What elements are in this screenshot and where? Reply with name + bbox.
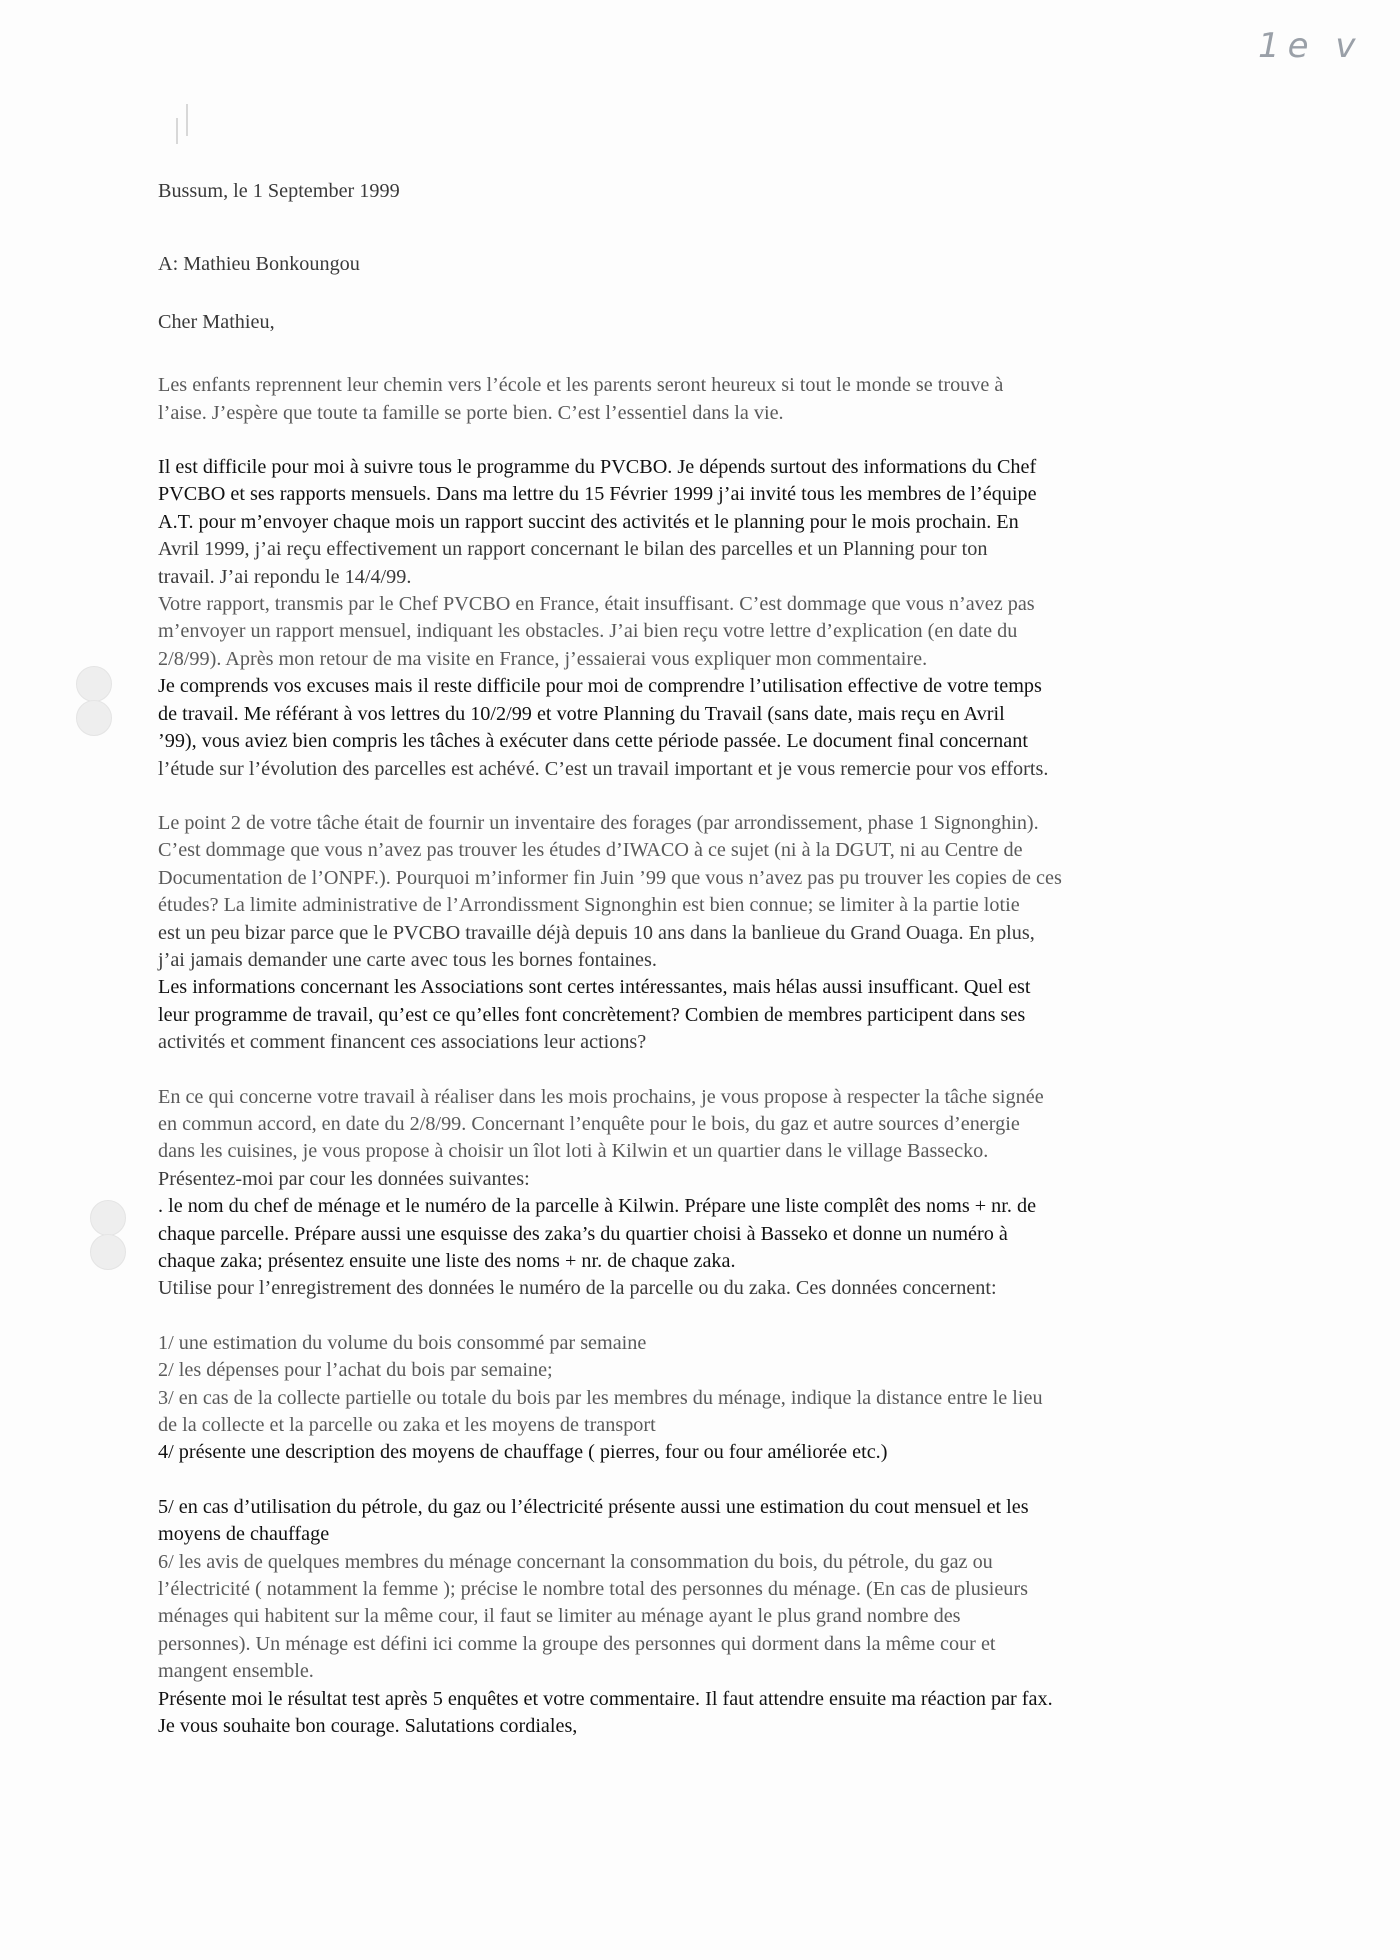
text-line: Présentez-moi par cour les données suivantes:: [158, 1167, 530, 1190]
letter-salutation: Cher Mathieu,: [158, 310, 275, 333]
paragraph-inventory: [158, 810, 1198, 1057]
letter-recipient: A: Mathieu Bonkoungou: [158, 253, 360, 276]
text-line: en commun accord, en date du 2/8/99. Concernant l’enquête pour le bois, du gaz et autre sources d’energie: [158, 1112, 1020, 1135]
letter-body: [158, 178, 1198, 1741]
text-line: travail. J’ai repondu le 14/4/99.: [158, 565, 412, 588]
list-item: 1/ une estimation du volume du bois consommé par semaine: [158, 1331, 647, 1354]
text-line: est un peu bizar parce que le PVCBO travaille déjà depuis 10 ans dans la banlieue du Grand Ouaga. En plus,: [158, 921, 1035, 944]
text-line: l’étude sur l’évolution des parcelles est achévé. C’est un travail important et je vous remercie pour vos efforts.: [158, 757, 1049, 780]
list-item: mangent ensemble.: [158, 1660, 314, 1683]
paragraph-greeting: [158, 372, 1198, 427]
text-line: 2/8/99). Après mon retour de ma visite en France, j’essaierai vous expliquer mon commentaire.: [158, 647, 928, 670]
list-item: 4/ présente une description des moyens de chauffage ( pierres, four ou four améliorée etc.): [158, 1441, 888, 1464]
text-line: C’est dommage que vous n’avez pas trouver les études d’IWACO à ce sujet (ni à la DGUT, ni au Centre de: [158, 839, 1023, 862]
text-line: études? La limite administrative de l’Arrondissment Signonghin est bien connue; se limiter à la partie lotie: [158, 894, 1020, 917]
text-line: Documentation de l’ONPF.). Pourquoi m’informer fin Juin ’99 que vous n’avez pas pu trouver les copies de ces: [158, 866, 1062, 889]
handwritten-corner-mark: 1e v: [1258, 26, 1364, 66]
list-item: 6/ les avis de quelques membres du ménage concernant la consommation du bois, du pétrole, du gaz ou: [158, 1550, 993, 1573]
list-item: de la collecte et la parcelle ou zaka et les moyens de transport: [158, 1414, 656, 1437]
list-item: moyens de chauffage: [158, 1523, 330, 1546]
list-item: l’électricité ( notamment la femme ); précise le nombre total des personnes du ménage. (En cas de plusieurs: [158, 1578, 1028, 1601]
text-line: En ce qui concerne votre travail à réaliser dans les mois prochains, je vous propose à respecter la tâche signée: [158, 1085, 1044, 1108]
list-item: 3/ en cas de la collecte partielle ou totale du bois par les membres du ménage, indique la distance entre le lieu: [158, 1386, 1043, 1409]
paragraph-reports: [158, 454, 1198, 783]
text-line: dans les cuisines, je vous propose à choisir un îlot loti à Kilwin et un quartier dans le village Bassecko.: [158, 1140, 989, 1163]
text-line: m’envoyer un rapport mensuel, indiquant les obstacles. J’ai bien reçu votre lettre d’explication (en date du: [158, 620, 1018, 643]
closing-line: Je vous souhaite bon courage. Salutations cordiales,: [158, 1715, 578, 1738]
text-line: leur programme de travail, qu’est ce qu’elles font concrètement? Combien de membres participent dans ses: [158, 1003, 1026, 1026]
text-line: Les enfants reprennent leur chemin vers l’école et les parents seront heureux si tout le monde se trouve à: [158, 374, 1004, 397]
text-line: Utilise pour l’enregistrement des données le numéro de la parcelle ou du zaka. Ces données concernent:: [158, 1277, 997, 1300]
text-line: j’ai jamais demander une carte avec tous les bornes fontaines.: [158, 948, 657, 971]
scan-mark: [186, 104, 188, 136]
text-line: Avril 1999, j’ai reçu effectivement un rapport concernant le bilan des parcelles et un Planning pour ton: [158, 538, 988, 561]
closing-line: Présente moi le résultat test après 5 enquêtes et votre commentaire. Il faut attendre ensuite ma réaction par fax.: [158, 1687, 1053, 1710]
list-survey-items-a: [158, 1330, 1198, 1467]
text-line: chaque parcelle. Prépare aussi une esquisse des zaka’s du quartier choisi à Basseko et donne un numéro à: [158, 1222, 1008, 1245]
text-line: chaque zaka; présentez ensuite une liste des noms + nr. de chaque zaka.: [158, 1250, 736, 1272]
list-item: 2/ les dépenses pour l’achat du bois par semaine;: [158, 1359, 553, 1382]
scan-mark: [176, 118, 178, 144]
text-line: Le point 2 de votre tâche était de fournir un inventaire des forages (par arrondissement, phase 1 Signonghin).: [158, 811, 1039, 834]
punch-hole: [90, 1234, 126, 1270]
text-line: Il est difficile pour moi à suivre tous le programme du PVCBO. Je dépends surtout des informations du Chef: [158, 456, 1037, 479]
paragraph-survey: [158, 1084, 1198, 1303]
text-line: . le nom du chef de ménage et le numéro de la parcelle à Kilwin. Prépare une liste complêt des noms + nr. de: [158, 1195, 1037, 1218]
list-survey-items-b: [158, 1494, 1198, 1741]
punch-hole: [76, 666, 112, 702]
punch-hole: [76, 700, 112, 736]
text-line: Votre rapport, transmis par le Chef PVCBO en France, était insuffisant. C’est dommage que vous n’avez pas: [158, 593, 1035, 616]
punch-hole: [90, 1200, 126, 1236]
text-line: Les informations concernant les Associations sont certes intéressantes, mais hélas aussi insufficant. Quel est: [158, 976, 1031, 999]
text-line: ’99), vous aviez bien compris les tâches à exécuter dans cette période passée. Le document final concernant: [158, 730, 1028, 753]
text-line: Je comprends vos excuses mais il reste difficile pour moi de comprendre l’utilisation effective de votre temps: [158, 675, 1042, 698]
list-item: ménages qui habitent sur la même cour, il faut se limiter au ménage ayant le plus grand nombre des: [158, 1605, 961, 1628]
list-item: personnes). Un ménage est défini ici comme la groupe des personnes qui dorment dans la même cour et: [158, 1632, 996, 1655]
text-line: PVCBO et ses rapports mensuels. Dans ma lettre du 15 Février 1999 j’ai invité tous les membres de l’équipe: [158, 483, 1037, 506]
list-item: 5/ en cas d’utilisation du pétrole, du gaz ou l’électricité présente aussi une estimation du cout mensuel et les: [158, 1495, 1029, 1518]
text-line: activités et comment financent ces associations leur actions?: [158, 1031, 647, 1054]
text-line: de travail. Me référant à vos lettres du 10/2/99 et votre Planning du Travail (sans date, mais reçu en Avril: [158, 702, 1005, 725]
letter-dateline: Bussum, le 1 September 1999: [158, 180, 400, 202]
text-line: A.T. pour m’envoyer chaque mois un rapport succint des activités et le planning pour le mois prochain. En: [158, 510, 1019, 533]
text-line: l’aise. J’espère que toute ta famille se porte bien. C’est l’essentiel dans la vie.: [158, 401, 784, 424]
